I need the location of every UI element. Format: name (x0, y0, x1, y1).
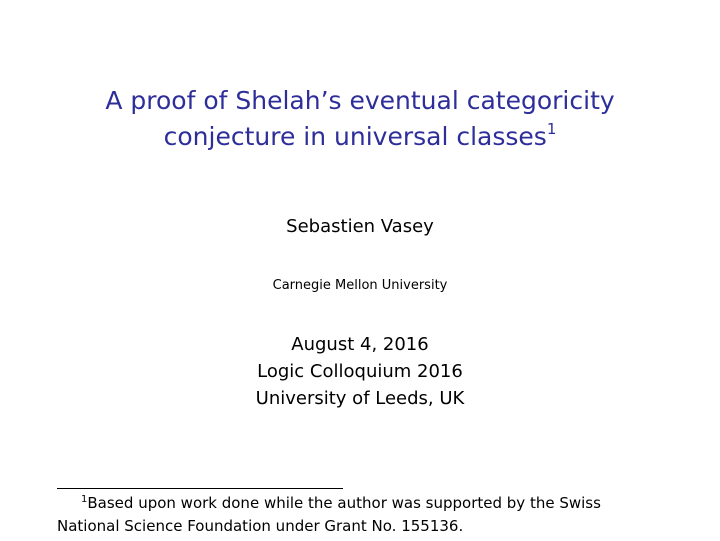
title-line-2-text: conjecture in universal classes (163, 122, 547, 151)
footnote-line-2: National Science Foundation under Grant No. 155136. (57, 517, 464, 535)
footnote-mark: 1 (81, 494, 88, 505)
event-name: Logic Colloquium 2016 (257, 361, 463, 382)
presentation-date: August 4, 2016 (291, 334, 429, 355)
title-line-1: A proof of Shelah’s eventual categoricity (105, 86, 615, 115)
date-block (0, 331, 720, 412)
title-footnote-mark: 1 (546, 120, 557, 138)
title-line-2 (0, 119, 720, 155)
footnote-line-1-text: Based upon work done while the author was supported by the Swiss (87, 494, 601, 512)
event-location: University of Leeds, UK (255, 388, 465, 409)
footnote (57, 492, 657, 538)
footnote-rule (57, 488, 343, 489)
footnote-line-1 (57, 492, 657, 515)
institute-name: Carnegie Mellon University (272, 278, 448, 293)
slide-title (0, 83, 720, 155)
author-name: Sebastien Vasey (286, 216, 434, 237)
